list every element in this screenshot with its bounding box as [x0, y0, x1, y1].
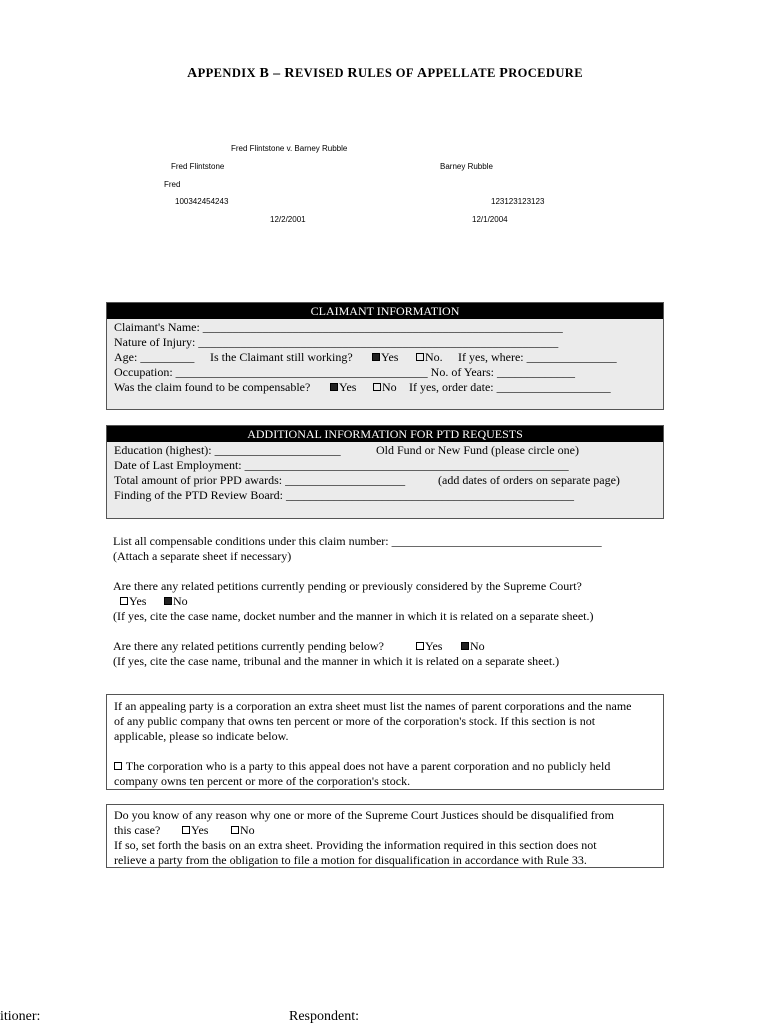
respondent-label: Respondent:	[289, 1009, 359, 1024]
claimant-name-field[interactable]: Claimant's Name: ____________________________________________________________	[114, 320, 563, 334]
corporation-text-3: applicable, please so indicate below.	[114, 729, 289, 743]
checkbox-icon	[182, 826, 190, 834]
respondent-name-value[interactable]: Barney Rubble	[440, 162, 493, 171]
checkbox-icon	[416, 353, 424, 361]
checkbox-icon	[373, 383, 381, 391]
disqualification-text-1: Do you know of any reason why one or more of the Supreme Court Justices should be disqualified from	[114, 808, 614, 822]
corporation-section	[106, 694, 664, 790]
compensable-no[interactable]: No	[373, 380, 397, 395]
disqualify-yes[interactable]: Yes	[182, 823, 208, 838]
claimant-information-section	[106, 302, 664, 410]
last-employment-field[interactable]: Date of Last Employment: ______________________________________________________	[114, 458, 569, 472]
pending-below-no[interactable]: No	[461, 639, 485, 654]
checkbox-icon	[231, 826, 239, 834]
pending-below-note: (If yes, cite the case name, tribunal and the manner in which it is related on a separate sheet.)	[113, 654, 560, 668]
checkbox-checked-icon	[372, 353, 380, 361]
disqualification-text-4: relieve a party from the obligation to file a motion for disqualification in accordance with Rule 33.	[114, 853, 587, 867]
pending-below-question: Are there any related petitions currently pending below?	[113, 639, 384, 653]
respondent-date-value[interactable]: 12/1/2004	[472, 215, 508, 224]
supreme-court-no[interactable]: No	[164, 594, 188, 609]
age-field[interactable]: Age: _________	[114, 350, 195, 364]
corporation-text-2: of any public company that owns ten percent or more of the corporation's stock. If this section is not	[114, 714, 596, 728]
page-title: APPENDIX B – REVISED RULES OF APPELLATE PROCEDURE	[187, 66, 583, 81]
petitioner-date-value[interactable]: 12/2/2001	[270, 215, 306, 224]
occupation-field[interactable]: Occupation: __________________________________________ No. of Years: _____________	[114, 365, 575, 379]
checkbox-checked-icon	[164, 597, 172, 605]
petitioner-label: itioner:	[0, 1009, 41, 1024]
supreme-court-note: (If yes, cite the case name, docket number and the manner in which it is related on a separate sheet.)	[113, 609, 594, 623]
disqualification-text-2: this case?	[114, 823, 161, 837]
working-where-field[interactable]: If yes, where: _______________	[458, 350, 617, 364]
petitioner-number-value[interactable]: 100342454243	[175, 197, 229, 206]
nature-of-injury-field[interactable]: Nature of Injury: ____________________________________________________________	[114, 335, 559, 349]
ptd-header: ADDITIONAL INFORMATION FOR PTD REQUESTS	[107, 426, 663, 442]
claimant-header: CLAIMANT INFORMATION	[107, 303, 663, 319]
case-name-value[interactable]: Fred Flintstone v. Barney Rubble	[231, 144, 348, 153]
supreme-court-question: Are there any related petitions currently pending or previously considered by the Supreme Court?	[113, 579, 582, 593]
corporation-text-5: company owns ten percent or more of the corporation's stock.	[114, 774, 411, 788]
order-date-field[interactable]: If yes, order date: ___________________	[409, 380, 611, 394]
conditions-note: (Attach a separate sheet if necessary)	[113, 549, 292, 563]
pending-below-yes[interactable]: Yes	[416, 639, 442, 654]
still-working-no[interactable]: No.	[416, 350, 443, 365]
no-parent-corporation-option[interactable]: The corporation who is a party to this appeal does not have a parent corporation and no publicly held	[114, 759, 610, 774]
still-working-question: Is the Claimant still working?	[210, 350, 353, 364]
petitioner-name-value[interactable]: Fred Flintstone	[171, 162, 225, 171]
prior-ppd-field[interactable]: Total amount of prior PPD awards: ____________________	[114, 473, 406, 487]
education-field[interactable]: Education (highest): _____________________	[114, 443, 341, 457]
ptd-finding-field[interactable]: Finding of the PTD Review Board: ________________________________________________	[114, 488, 574, 502]
disqualify-no[interactable]: No	[231, 823, 255, 838]
checkbox-icon	[120, 597, 128, 605]
checkbox-checked-icon	[461, 642, 469, 650]
disqualification-text-3: If so, set forth the basis on an extra sheet. Providing the information required in this section does not	[114, 838, 597, 852]
checkbox-icon	[114, 762, 122, 770]
checkbox-checked-icon	[330, 383, 338, 391]
respondent-number-value[interactable]: 123123123123	[491, 197, 545, 206]
conditions-field[interactable]: List all compensable conditions under this claim number: ___________________________________	[113, 534, 602, 548]
corporation-text-1: If an appealing party is a corporation an extra sheet must list the names of parent corporations and the name	[114, 699, 632, 713]
fund-choice[interactable]: Old Fund or New Fund (please circle one)	[376, 443, 579, 457]
still-working-yes[interactable]: Yes	[372, 350, 398, 365]
short-name-value[interactable]: Fred	[164, 180, 181, 189]
supreme-court-yes[interactable]: Yes	[120, 594, 146, 609]
compensable-question: Was the claim found to be compensable?	[114, 380, 311, 394]
disqualification-section	[106, 804, 664, 868]
ptd-requests-section	[106, 425, 664, 519]
checkbox-icon	[416, 642, 424, 650]
compensable-yes[interactable]: Yes	[330, 380, 356, 395]
ppd-note: (add dates of orders on separate page)	[438, 473, 620, 487]
